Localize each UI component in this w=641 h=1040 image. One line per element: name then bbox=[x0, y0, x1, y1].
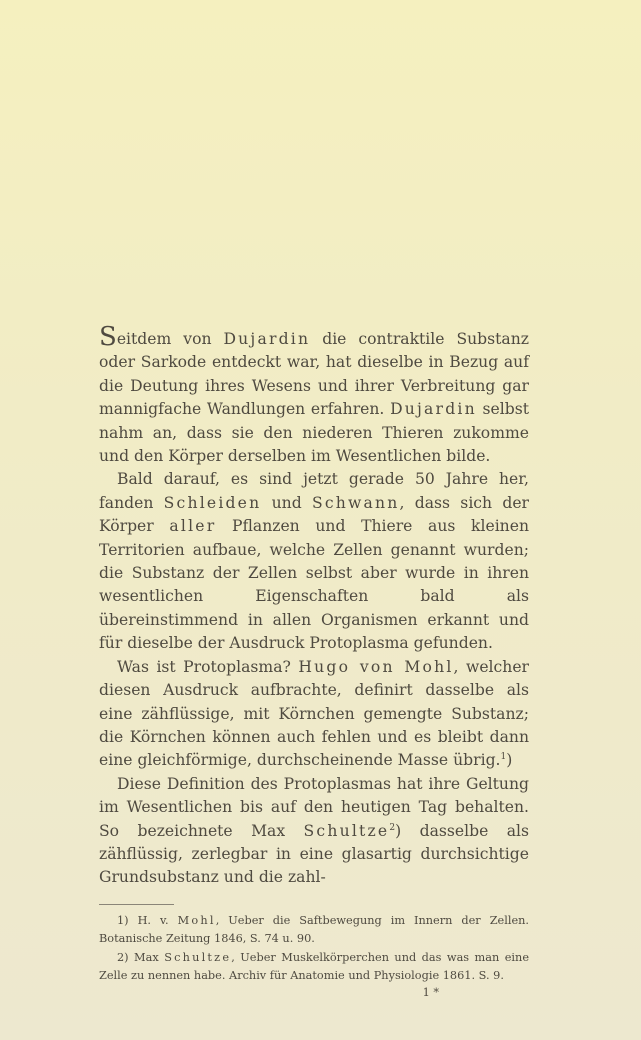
spaced-name: Schwann bbox=[311, 493, 400, 512]
spaced-name: Dujardin bbox=[223, 330, 311, 348]
footnote-2 bbox=[99, 949, 529, 986]
text-run: die contraktile Substanz oder Sarkode entdeckt war, hat dieselbe in Bezug auf die Deutung ihres Wesens und ihrer Verbreitung gar mannigfache Wandlungen erfahren. bbox=[99, 330, 529, 419]
text-run: Bald darauf, es sind jetzt gerade 50 Jahre her, fanden bbox=[99, 470, 529, 512]
text-run: 2) Max bbox=[117, 950, 165, 964]
spaced-name: Mohl bbox=[177, 913, 216, 927]
spaced-name: Schultze bbox=[164, 950, 232, 964]
spaced-name: Schultze bbox=[303, 821, 390, 840]
paragraph-3 bbox=[99, 656, 529, 773]
spaced-name: Schleiden bbox=[163, 493, 262, 512]
text-run: eitdem von bbox=[116, 330, 224, 348]
text-run: 1) H. v. bbox=[117, 913, 178, 927]
drop-capital: S bbox=[99, 322, 117, 352]
footnote-ref: 2 bbox=[389, 822, 396, 833]
spaced-name: Dujardin bbox=[390, 400, 477, 419]
spaced-name: Hugo von Mohl bbox=[298, 657, 454, 676]
text-run: selbst nahm an, dass sie den niederen Thieren zukomme und den Körper derselben im Wesentlichen bilde. bbox=[99, 400, 529, 466]
text-run: Pflanzen und Thiere aus kleinen Territorien aufbaue, welche Zellen genannt wurden; die Substanz der Zellen selbst aber wurde in ihren wesentlichen Eigenschaften bald als übereinstimmend in allen Organismen erkannt und für dieselbe der Ausdruck Protoplasma gefunden. bbox=[99, 517, 529, 653]
text-run: und bbox=[261, 493, 312, 512]
text-run: Diese Definition des Protoplasmas hat ihre Geltung im Wesentlichen bis auf den heutigen Tag behalten. So bezeichnete Max bbox=[99, 774, 529, 840]
footnotes bbox=[99, 912, 529, 986]
footnote-1 bbox=[99, 912, 529, 949]
text-run: Was ist Protoplasma? bbox=[117, 657, 299, 676]
footnote-divider bbox=[99, 904, 174, 905]
paragraph-4 bbox=[99, 773, 529, 890]
body-text bbox=[99, 322, 530, 890]
text-run: ) dasselbe als zähflüssig, zerlegbar in eine glasartig durchsichtige Grundsubstanz und die zahl- bbox=[99, 821, 529, 887]
text-run: , welcher diesen Ausdruck aufbrachte, definirt dasselbe als eine zähflüssige, mit Körnchen gemengte Substanz; die Körnchen können auch fehlen und es bleibt dann eine gleichförmige, durchscheinende Masse übrig. bbox=[99, 657, 529, 770]
text-run: , Ueber Muskelkörperchen und das was man eine Zelle zu nennen habe. Archiv für Anatomie und Physiologie 1861. S. 9. bbox=[99, 950, 530, 983]
footnote-ref: 1 bbox=[500, 752, 507, 763]
signature-mark: 1 * bbox=[422, 985, 439, 999]
spaced-name: aller bbox=[169, 517, 217, 536]
paragraph-1 bbox=[99, 322, 529, 468]
text-run: , Ueber die Saftbewegung im Innern der Zellen. Botanische Zeitung 1846, S. 74 u. 90. bbox=[99, 913, 530, 946]
text-run: , dass sich der Körper bbox=[99, 493, 530, 536]
text-run: ) bbox=[506, 751, 513, 770]
paragraph-2 bbox=[99, 468, 529, 655]
page bbox=[99, 322, 530, 1000]
